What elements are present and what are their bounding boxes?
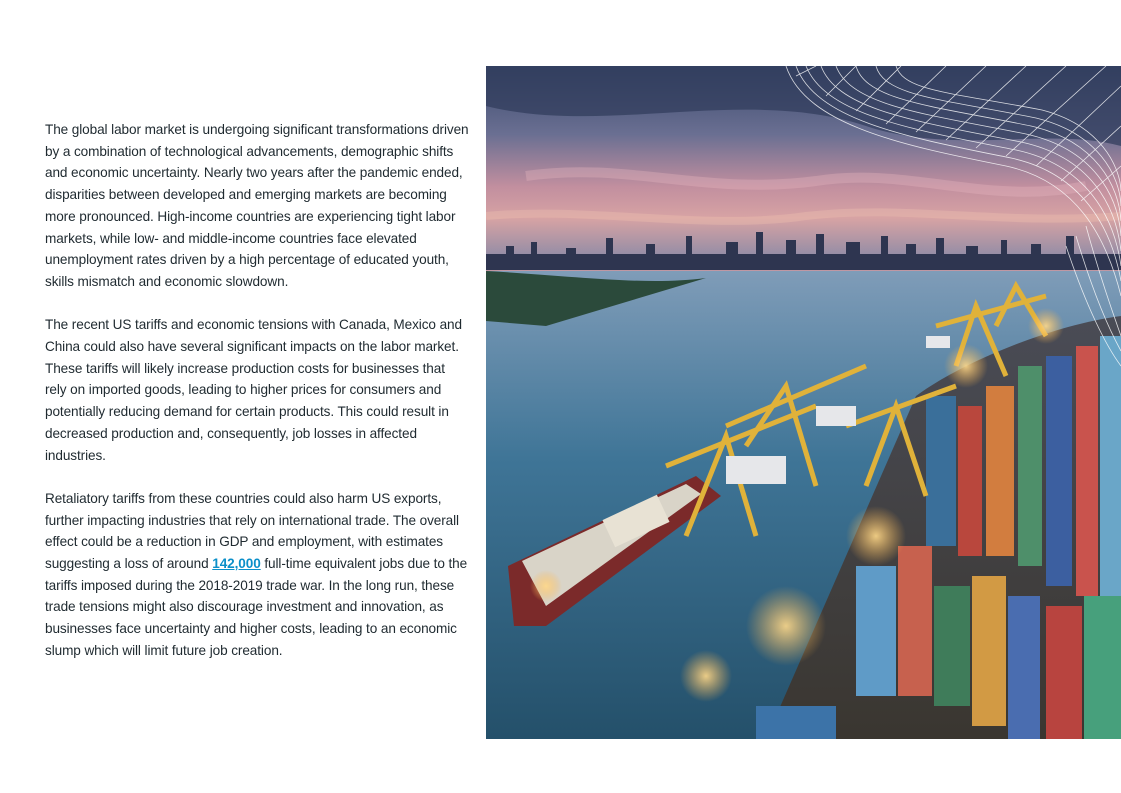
paragraph-retaliatory-tariffs <box>45 488 470 662</box>
article-text <box>45 119 470 683</box>
paragraph-3-text-after: full-time equivalent jobs due to the tariffs imposed during the 2018-2019 trade war. In the long run, these trade tensions might also discourage investment and innovation, as businesses face uncertainty and higher costs, leading to an economic slump which will limit future job creation. <box>45 556 468 658</box>
paragraph-us-tariffs: The recent US tariffs and economic tensions with Canada, Mexico and China could also have several significant impacts on the labor market. These tariffs will likely increase production costs for businesses that rely on imported goods, leading to higher prices for consumers and potentially reducing demand for certain products. This could result in decreased production and, consequently, job losses in affected industries. <box>45 317 462 463</box>
jobs-lost-link[interactable]: 142,000 <box>212 556 261 572</box>
paragraph-labor-market: The global labor market is undergoing significant transformations driven by a combination of technological advancements, demographic shifts and economic uncertainty. Nearly two years after the pandemic ended, disparities between developed and emerging markets are becoming more pronounced. High-income countries are experiencing tight labor markets, while low- and middle-income countries face elevated unemployment rates driven by a high percentage of educated youth, skills mismatch and economic slowdown. <box>45 122 469 289</box>
paragraph-3-text-before: Retaliatory tariffs from these countries could also harm US exports, further impacting industries that rely on international trade. The overall effect could be a reduction in GDP and employment, with estimates suggesting a loss of around <box>45 490 459 572</box>
port-illustration <box>486 66 1121 739</box>
port-terminal-photo <box>486 66 1121 739</box>
